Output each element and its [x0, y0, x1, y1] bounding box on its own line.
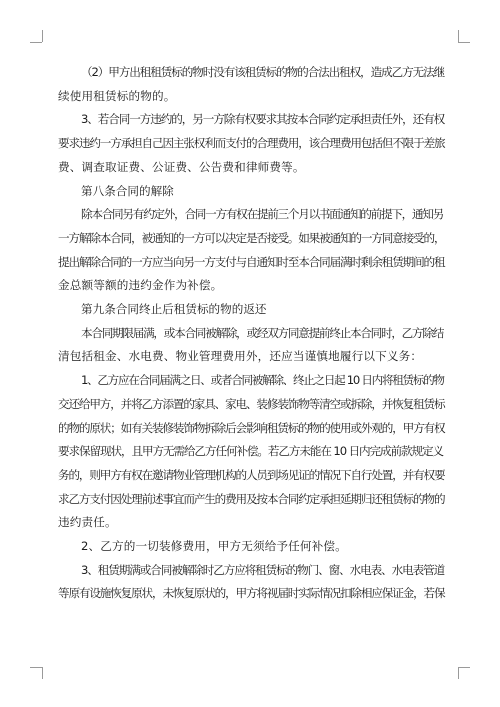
text-line: 费、调查取证费、公证费、公告费和律师费等。 [58, 159, 305, 174]
text-line: 续使用租赁标的物的。 [58, 88, 176, 103]
text-line: 本合同期限届满，或本合同被解除，或经双方同意提前终止本合同时，乙方除结 [81, 325, 444, 340]
text-line: 3、若合同一方违约的，另一方除有权要求其按本合同约定承担责任外，还有权 [81, 112, 445, 127]
paragraph-return-item-1 [58, 369, 444, 535]
text-line: 3、租赁期满或合同被解除时乙方应将租赁标的物门、窗、水电表、水电表管道 [81, 562, 445, 577]
text-line: 的物的原状；如有关装修装饰物拆除后会影响租赁标的物的使用或外观的，甲方有权 [58, 420, 445, 435]
paragraph-return-item-3 [58, 559, 444, 606]
crop-mark-top-right-v [458, 30, 459, 42]
crop-mark-bottom-right-h [458, 667, 470, 668]
text-line: 1、乙方应在合同届满之日、或者合同被解除、终止之日起 10 日内将租赁标的物 [81, 373, 444, 388]
paragraph-termination [58, 203, 444, 298]
crop-mark-bottom-left-v [42, 667, 43, 679]
text-line: 要求保留现状，且甲方无需给乙方任何补偿。若乙方未能在 10 日内完成前款规定义 [58, 444, 444, 459]
crop-mark-top-left-v [42, 30, 43, 42]
text-line: 求乙方支付因处理前述事宜而产生的费用及按本合同约定承担延期归还租赁标的物的 [58, 491, 445, 506]
crop-mark-bottom-left-h [30, 667, 42, 668]
crop-mark-bottom-right-v [458, 667, 459, 679]
paragraph-breach-costs [58, 108, 444, 179]
text-line: 提出解除合同的一方应当向另一方支付与自通知时至本合同届满时剩余租赁期间的租 [58, 254, 445, 269]
heading-text: 第九条合同终止后租赁标的物的返还 [81, 302, 267, 317]
crop-mark-top-left-h [30, 42, 42, 43]
text-line: 2、乙方的一切装修费用，甲方无须给予任何补偿。 [81, 539, 347, 554]
paragraph-return-item-2 [58, 535, 444, 559]
crop-mark-top-right-h [458, 42, 470, 43]
text-line: 务的，则甲方有权在邀请物业管理机构的人员到场见证的情况下自行处置，并有权要 [58, 467, 445, 482]
heading-text: 第八条合同的解除 [81, 183, 174, 198]
text-line: 一方解除本合同，被通知的一方可以决定是否接受。如果被通知的一方同意接受的， [58, 230, 445, 245]
document-body [58, 61, 444, 606]
text-line: （2）甲方出租租赁标的物时没有该租赁标的物的合法出租权，造成乙方无法继 [81, 65, 445, 79]
paragraph-return-obligations [58, 322, 444, 369]
text-line: 除本合同另有约定外，合同一方有权在提前三个月以书面通知的前提下，通知另 [81, 207, 444, 222]
article-9-heading [58, 298, 444, 322]
text-line: 违约责任。 [58, 515, 117, 530]
text-line: 金总额等额的违约金作为补偿。 [58, 278, 223, 293]
text-line: 清包括租金、水电费、物业管理费用外，还应当谨慎地履行以下义务： [58, 349, 423, 364]
paragraph-lease-right-clause [58, 61, 444, 108]
text-line: 等原有设施恢复原状，未恢复原状的，甲方将视届时实际情况扣除相应保证金，若保 [58, 586, 445, 601]
text-line: 要求违约一方承担自己因主张权利而支付的合理费用，该合理费用包括但不限于差旅 [58, 136, 445, 151]
text-line: 交还给甲方，并将乙方添置的家具、家电、装修装饰物等清空或拆除，并恢复租赁标 [58, 396, 445, 411]
article-8-heading [58, 180, 444, 204]
